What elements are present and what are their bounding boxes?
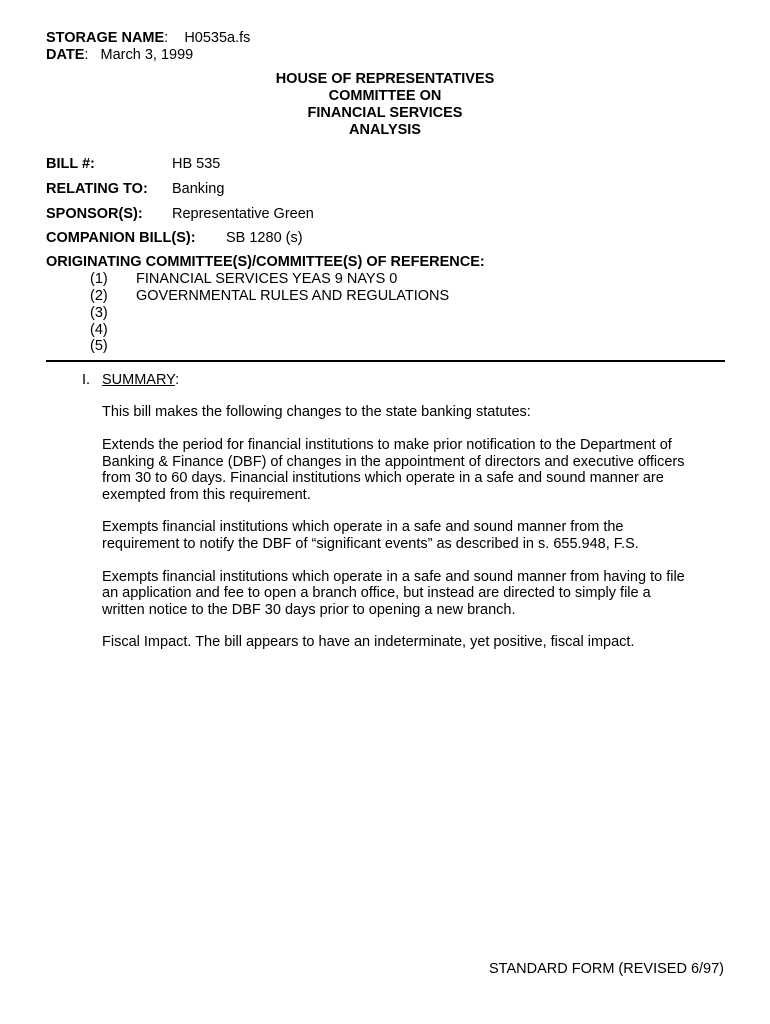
paragraph-line: an application and fee to open a branch office, but instead are directed to simply file a [102, 585, 651, 601]
section-divider [46, 360, 725, 362]
title-line-1: HOUSE OF REPRESENTATIVES [275, 71, 495, 87]
storage-name-value: H0535a.fs [184, 30, 251, 46]
companion-bill-value: SB 1280 (s) [226, 230, 303, 246]
summary-heading: SUMMARY: [102, 372, 180, 388]
paragraph-line: Exempts financial institutions which operate in a safe and sound manner from having to file [102, 569, 685, 585]
paragraph-line: from 30 to 60 days. Financial institutions which operate in a safe and sound manner are [102, 470, 664, 486]
bill-number-value: HB 535 [172, 156, 221, 172]
title-line-2: COMMITTEE ON [328, 88, 442, 104]
form-footer: STANDARD FORM (REVISED 6/97) [489, 961, 724, 977]
committee-number: (4) [90, 322, 108, 338]
sponsor-label: SPONSOR(S): [46, 206, 143, 222]
fiscal-impact: Fiscal Impact. The bill appears to have an indeterminate, yet positive, fiscal impact. [102, 634, 635, 650]
bill-number-label: BILL #: [46, 156, 95, 172]
title-line-3: FINANCIAL SERVICES [307, 105, 463, 121]
committee-name: GOVERNMENTAL RULES AND REGULATIONS [136, 288, 450, 304]
date-value: March 3, 1999 [100, 47, 194, 63]
committee-number: (1) [90, 271, 108, 287]
committee-number: (5) [90, 338, 108, 354]
sponsor-value: Representative Green [172, 206, 314, 222]
storage-name-line: STORAGE NAME: H0535a.fs [46, 30, 251, 46]
paragraph-line: Extends the period for financial institutions to make prior notification to the Department of [102, 437, 672, 453]
paragraph-line: requirement to notify the DBF of “significant events” as described in s. 655.948, F.S. [102, 536, 639, 552]
paragraph-line: Banking & Finance (DBF) of changes in the appointment of directors and executive officers [102, 454, 685, 470]
date-label: DATE [46, 47, 85, 63]
title-line-4: ANALYSIS [349, 122, 421, 138]
summary-numeral: I. [82, 372, 91, 388]
summary-intro: This bill makes the following changes to the state banking statutes: [102, 404, 531, 420]
committees-heading: ORIGINATING COMMITTEE(S)/COMMITTEE(S) OF REFERENCE: [46, 254, 485, 270]
committee-name: FINANCIAL SERVICES YEAS 9 NAYS 0 [136, 271, 398, 287]
companion-bill-label: COMPANION BILL(S): [46, 230, 196, 246]
relating-to-label: RELATING TO: [46, 181, 148, 197]
storage-name-label: STORAGE NAME [46, 30, 165, 46]
paragraph-line: Exempts financial institutions which operate in a safe and sound manner from the [102, 519, 624, 535]
committee-number: (2) [90, 288, 108, 304]
relating-to-value: Banking [172, 181, 225, 197]
date-line: DATE: March 3, 1999 [46, 47, 194, 63]
paragraph-line: exempted from this requirement. [102, 487, 311, 503]
paragraph-line: written notice to the DBF 30 days prior to opening a new branch. [102, 602, 516, 618]
committee-number: (3) [90, 305, 108, 321]
